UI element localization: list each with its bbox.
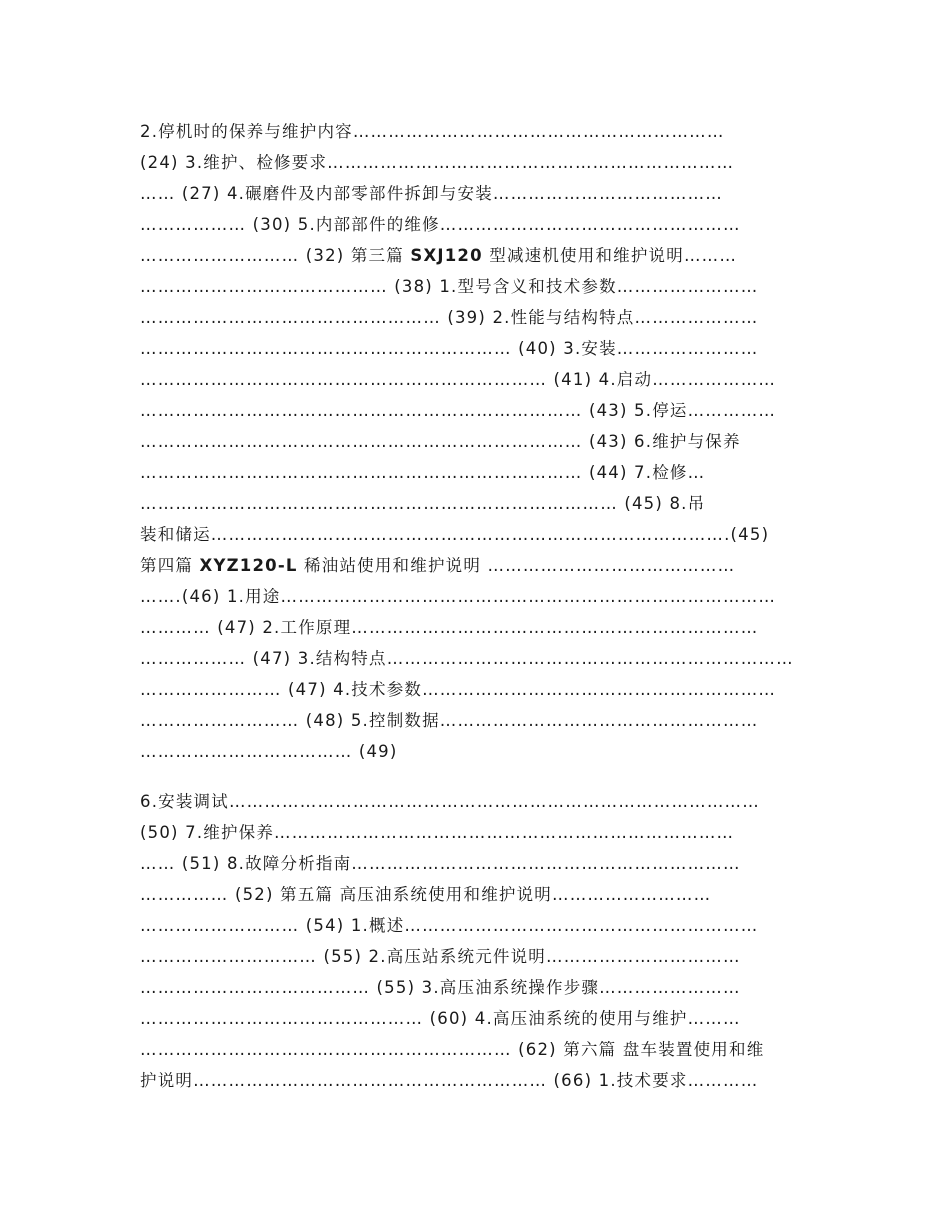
toc-text: 第四篇 [140,556,200,575]
toc-line [140,457,812,488]
toc-line [140,271,812,302]
toc-text: ………… (47) 2.工作原理…………………………………………………………… [140,618,759,637]
toc-text: ………………………………………………………………… (44) 7.检修… [140,463,706,482]
toc-text: …………………………………………… (39) 2.性能与结构特点………………… [140,308,759,327]
toc-line [140,1034,812,1065]
toc-line [140,519,812,550]
toc-text: (50) 7.维护保养…………………………………………………………………… [140,823,735,842]
toc-line [140,879,812,910]
toc-text: …….(46) 1.用途………………………………………………………………………… [140,587,777,606]
toc-line [140,736,812,767]
toc-block-2 [140,786,812,1096]
toc-text: …………… (52) 第五篇 高压油系统使用和维护说明……………………… [140,885,712,904]
toc-line [140,674,812,705]
toc-text: 装和储运…………………………………………………………………………….(45) [140,525,770,544]
toc-text: ……………………………… (49) [140,742,398,761]
toc-line [140,240,812,271]
toc-line [140,1065,812,1096]
toc-text: …… (51) 8.故障分析指南………………………………………………………… [140,854,741,873]
toc-text: ……………… (30) 5.内部部件的维修…………………………………………… [140,215,741,234]
toc-model-code: XYZ120-L [199,556,298,575]
toc-line [140,116,812,147]
toc-text: ……………………………………………………… (62) 第六篇 盘车装置使用和维 [140,1040,765,1059]
toc-line [140,972,812,1003]
toc-text: ……………………………………………………………………… (45) 8.吊 [140,494,706,513]
toc-text: 型减速机使用和维护说明……… [482,246,738,265]
toc-text: ……………………… (32) 第三篇 [140,246,411,265]
toc-line [140,1003,812,1034]
toc-text: …………………………………… (38) 1.型号含义和技术参数…………………… [140,277,759,296]
toc-line [140,178,812,209]
toc-line [140,941,812,972]
toc-text: 稀油站使用和维护说明 …………………………………… [297,556,736,575]
toc-line [140,848,812,879]
toc-text: 护说明…………………………………………………… (66) 1.技术要求………… [140,1071,759,1090]
toc-line [140,705,812,736]
toc-text: ………………………………… (55) 3.高压油系统操作步骤…………………… [140,978,741,997]
toc-text: (24) 3.维护、检修要求…………………………………………………………… [140,153,735,172]
toc-block-1 [140,116,812,767]
toc-text: …………………… (47) 4.技术参数…………………………………………………… [140,680,777,699]
toc-text: ……………………… (48) 5.控制数据……………………………………………… [140,711,759,730]
toc-text: ……………………… (54) 1.概述…………………………………………………… [140,916,759,935]
toc-line [140,817,812,848]
toc-model-code: SXJ120 [410,246,483,265]
toc-text: ………………………… (55) 2.高压站系统元件说明…………………………… [140,947,741,966]
toc-line [140,786,812,817]
toc-line [140,147,812,178]
toc-line [140,395,812,426]
toc-line [140,581,812,612]
toc-line [140,333,812,364]
toc-text: ………………………………………… (60) 4.高压油系统的使用与维护……… [140,1009,741,1028]
toc-text: ………………………………………………………………… (43) 5.停运…………… [140,401,777,420]
toc-text: …… (27) 4.碾磨件及内部零部件拆卸与安装………………………………… [140,184,724,203]
toc-line [140,209,812,240]
toc-line [140,426,812,457]
toc-line [140,364,812,395]
toc-text: 6.安装调试……………………………………………………………………………… [140,792,760,811]
toc-line [140,643,812,674]
toc-line [140,302,812,333]
toc-line [140,612,812,643]
toc-text: ………………………………………………………………… (43) 6.维护与保养 [140,432,741,451]
toc-text: 2.停机时的保养与维护内容……………………………………………………… [140,122,725,141]
toc-text: ……………… (47) 3.结构特点…………………………………………………………… [140,649,794,668]
toc-line [140,550,812,581]
toc-line [140,910,812,941]
toc-text: ……………………………………………………… (40) 3.安装…………………… [140,339,759,358]
toc-line [140,488,812,519]
toc-text: …………………………………………………………… (41) 4.启动………………… [140,370,777,389]
